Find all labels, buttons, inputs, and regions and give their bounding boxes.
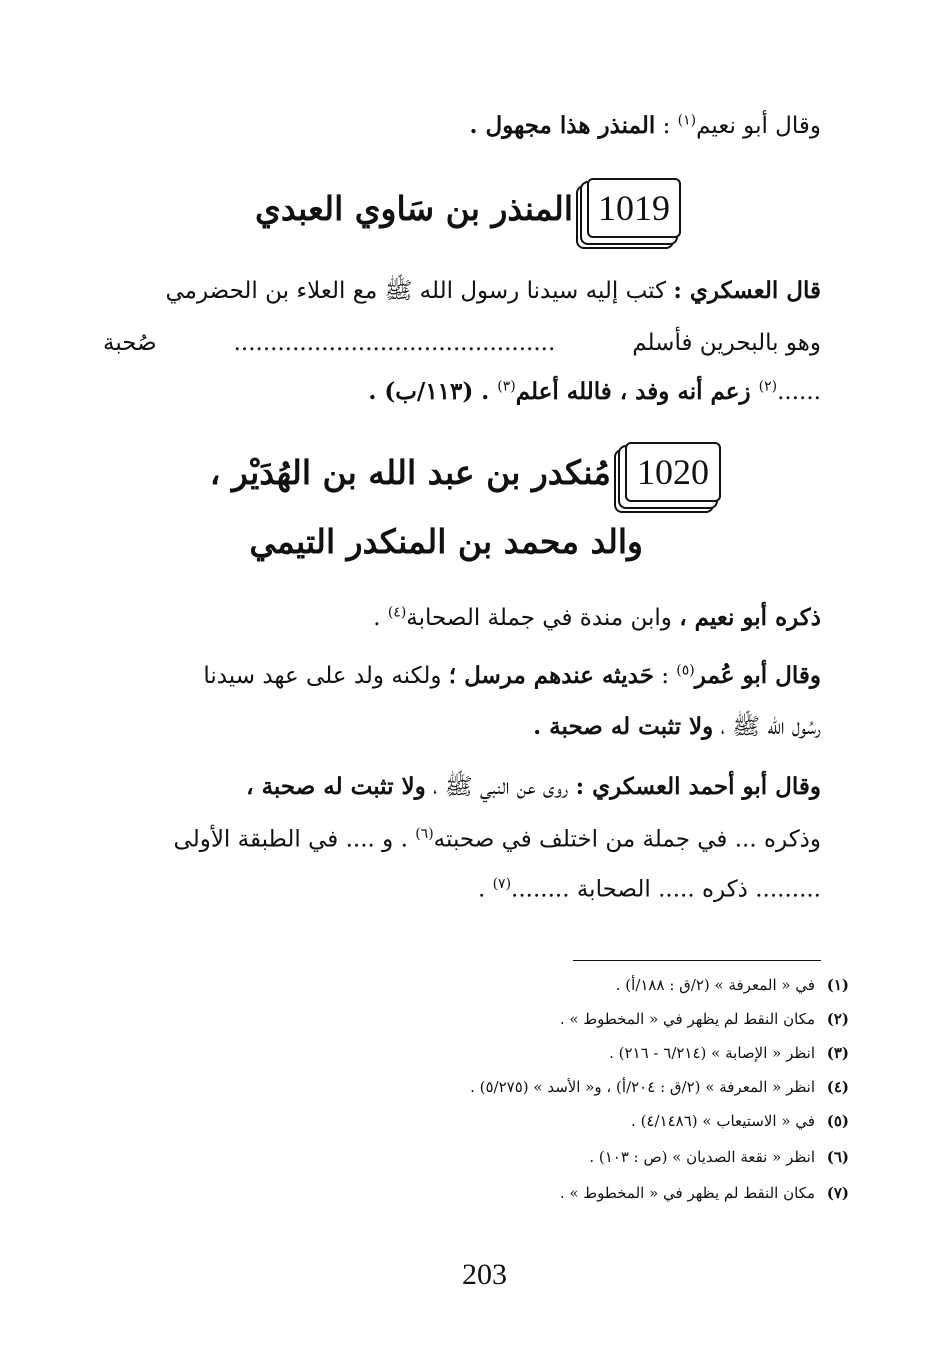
page-number: 203 [462, 1258, 507, 1291]
text-segment: صُحبة [103, 330, 157, 356]
footnote-ref: (٥) [676, 662, 695, 679]
footnote-number: (٢) [826, 1010, 849, 1028]
entry-number-badge: 1019 [587, 178, 681, 238]
text-line [103, 330, 821, 356]
bold-text: ولا تثبت له صحبة . [533, 713, 714, 740]
text-line [478, 876, 821, 903]
text-line [246, 772, 821, 806]
footnote-text: في « الاستيعاب » (٤/١٤٨٦) . [631, 1112, 815, 1130]
text-segment: . (١١٣/ب) . [368, 378, 498, 405]
entry-heading-1019 [255, 178, 681, 238]
bold-text: وقال أبو أحمد العسكري : [575, 773, 821, 800]
text-line [165, 276, 821, 310]
text-line-1 [469, 112, 821, 139]
text-line [174, 826, 821, 853]
footnote-number: (٤) [826, 1078, 849, 1096]
footnote-item [631, 1112, 849, 1130]
entry-title: مُنكدر بن عبد الله بن الهُدَيْر ، [209, 452, 611, 492]
footnote-item [560, 1010, 849, 1028]
footnote-ref: (٣) [497, 378, 516, 395]
text-segment: وقال أبو نعيم [696, 113, 821, 139]
footnote-text: في « المعرفة » (٢/ق : ١٨٨/أ) . [615, 976, 815, 994]
text-line [368, 378, 821, 405]
footnote-item [609, 1044, 849, 1062]
footnote-item [616, 976, 849, 994]
text-segment: . [477, 876, 493, 903]
ellipsis-gap: ............................................ [233, 330, 556, 356]
footnote-text: انظر « الإصابة » (٦/٢١٤ - ٢١٦) . [609, 1044, 815, 1062]
bold-text: ولا تثبت له صحبة ، [246, 773, 426, 800]
footnote-number: (٧) [826, 1184, 849, 1202]
footnote-number: (١) [826, 976, 849, 994]
text-segment: وابن مندة في جملة الصحابة [406, 605, 680, 631]
footnote-ref: (٢) [758, 378, 778, 395]
text-segment: كتب إليه سيدنا رسول الله ﷺ مع العلاء بن الحضرمي [165, 278, 674, 304]
footnote-number: (٦) [826, 1148, 849, 1166]
text-segment: . [373, 605, 388, 631]
footnote-text: مكان النقط لم يظهر في « المخطوط » . [559, 1010, 815, 1028]
bold-text: ذكره أبو نعيم ، [679, 604, 821, 631]
text-segment: رسُول الله ﷺ ، [713, 714, 821, 740]
footnote-text: انظر « نقعة الصديان » (ص : ١٠٣) . [589, 1148, 815, 1166]
footnote-ref: (٤) [387, 604, 407, 621]
text-segment: ولكنه ولد على عهد سيدنا [203, 663, 449, 689]
bold-text: حَديثه عندهم مرسل ؛ [448, 662, 654, 689]
entry-title: المنذر بن سَاوي العبدي [254, 188, 573, 228]
footnote-text: مكان النقط لم يظهر في « المخطوط » . [559, 1184, 815, 1202]
footnote-item [560, 1184, 849, 1202]
ellipsis-gap: ...... [777, 379, 821, 405]
footnote-item [589, 1148, 849, 1166]
text-segment: : [653, 663, 677, 689]
entry-heading-1020 [210, 442, 721, 502]
footnote-ref: (٦) [415, 826, 434, 842]
bold-text: المنذر هذا مجهول . [469, 112, 656, 139]
text-segment: : [655, 113, 678, 139]
text-segment: روى عن النبي ﷺ ، [425, 774, 576, 800]
footnote-item [470, 1078, 849, 1096]
footnote-number: (٣) [826, 1044, 849, 1062]
bold-text: قال العسكري : [673, 277, 821, 304]
footnote-ref: (١) [677, 112, 697, 129]
footnote-ref: (٧) [492, 876, 512, 892]
text-segment: . و .... في الطبقة الأولى [173, 826, 416, 853]
bold-text: وقال أبو عُمر [694, 662, 821, 689]
text-segment: وذكره ... في جملة من اختلف في صحبته [433, 826, 821, 853]
entry-subtitle: والد محمد بن المنكدر التيمي [249, 522, 643, 561]
text-line [203, 662, 821, 689]
footnote-number: (٥) [826, 1112, 849, 1130]
text-segment: وهو بالبحرين فأسلم [632, 330, 821, 356]
footnote-text: انظر « المعرفة » (٢/ق : ٢٠٤/أ) ، و« الأسد » (٥/٢٧٥) . [470, 1078, 815, 1096]
text-line [373, 604, 821, 631]
text-line [533, 712, 821, 746]
footnote-separator [573, 960, 821, 961]
text-segment: ......... ذكره ..... الصحابة ........ [511, 876, 821, 903]
bold-text: زعم أنه وفد ، فالله أعلم [515, 378, 759, 405]
entry-number-badge: 1020 [625, 442, 721, 502]
